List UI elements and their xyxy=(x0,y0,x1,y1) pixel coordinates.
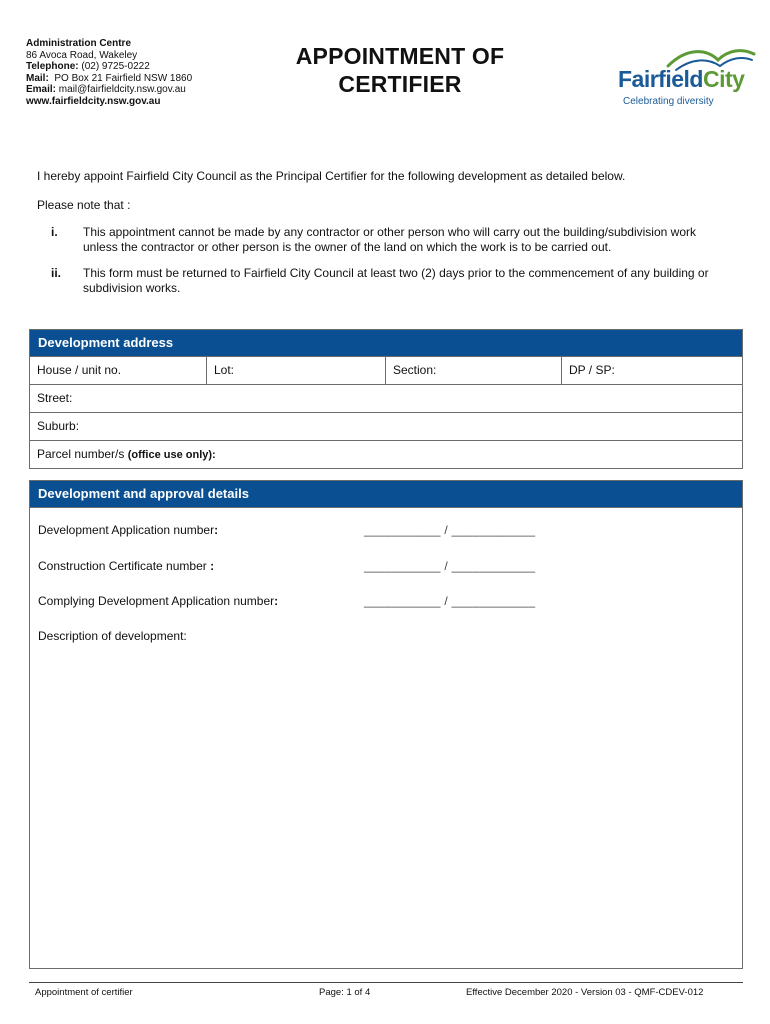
footer-page-number: Page: 1 of 4 xyxy=(319,987,371,998)
address: 86 Avoca Road, Wakeley xyxy=(26,49,138,61)
cda-number-input[interactable]: ___________ / ____________ xyxy=(364,594,536,608)
section-heading: Development address xyxy=(30,330,742,356)
house-unit-field[interactable]: House / unit no. xyxy=(37,363,122,377)
lot-field[interactable]: Lot: xyxy=(206,357,385,384)
street-field[interactable]: Street: xyxy=(30,384,742,412)
fairfield-city-logo xyxy=(616,44,756,114)
list-item: i. This appointment cannot be made by any contractor or other person who will carry out the building/subdivision work unless the contractor or other person is the owner of the land on which the work is to be carried out. xyxy=(51,225,696,254)
email-line: Email: mail@fairfieldcity.nsw.gov.au xyxy=(26,84,186,95)
website-link[interactable]: www.fairfieldcity.nsw.gov.au xyxy=(26,95,161,107)
page-title: APPOINTMENT OF CERTIFIER xyxy=(295,43,505,97)
cc-number-input[interactable]: ___________ / ____________ xyxy=(364,559,536,573)
list-item: ii. This form must be returned to Fairfield City Council at least two (2) days prior to the commencement of any building or subdivision works. xyxy=(51,266,709,295)
description-textarea[interactable] xyxy=(38,649,734,960)
parcel-number-field[interactable]: Parcel number/s (office use only): xyxy=(30,440,742,468)
description-label: Description of development: xyxy=(38,629,187,643)
cda-number-label: Complying Development Application number: xyxy=(38,594,279,608)
note-label: Please note that : xyxy=(37,198,131,212)
logo-wordmark: FairfieldCity xyxy=(618,66,745,92)
mail-line: Mail: PO Box 21 Fairfield NSW 1860 xyxy=(26,72,193,84)
logo-tagline: Celebrating diversity xyxy=(623,96,714,107)
address-row-1 xyxy=(30,356,742,384)
intro-text: I hereby appoint Fairfield City Council as the Principal Certifier for the following development as detailed below. xyxy=(37,169,626,183)
org-label: Administration Centre xyxy=(26,38,132,49)
dp-sp-field[interactable]: DP / SP: xyxy=(561,357,742,384)
footer-divider xyxy=(29,982,743,983)
approval-details-section xyxy=(29,480,743,969)
telephone-line: Telephone: (02) 9725-0222 xyxy=(26,61,150,72)
cc-number-label: Construction Certificate number : xyxy=(38,559,215,573)
section-heading: Development and approval details xyxy=(30,481,742,507)
development-address-section xyxy=(29,329,743,469)
footer-version: Effective December 2020 - Version 03 - QMF-CDEV-012 xyxy=(466,987,704,998)
da-number-label: Development Application number: xyxy=(38,523,219,537)
contact-block xyxy=(26,38,192,107)
section-field[interactable]: Section: xyxy=(385,357,561,384)
da-number-input[interactable]: ___________ / ____________ xyxy=(364,523,536,537)
footer-doc-name: Appointment of certifier xyxy=(35,987,133,998)
suburb-field[interactable]: Suburb: xyxy=(30,412,742,440)
